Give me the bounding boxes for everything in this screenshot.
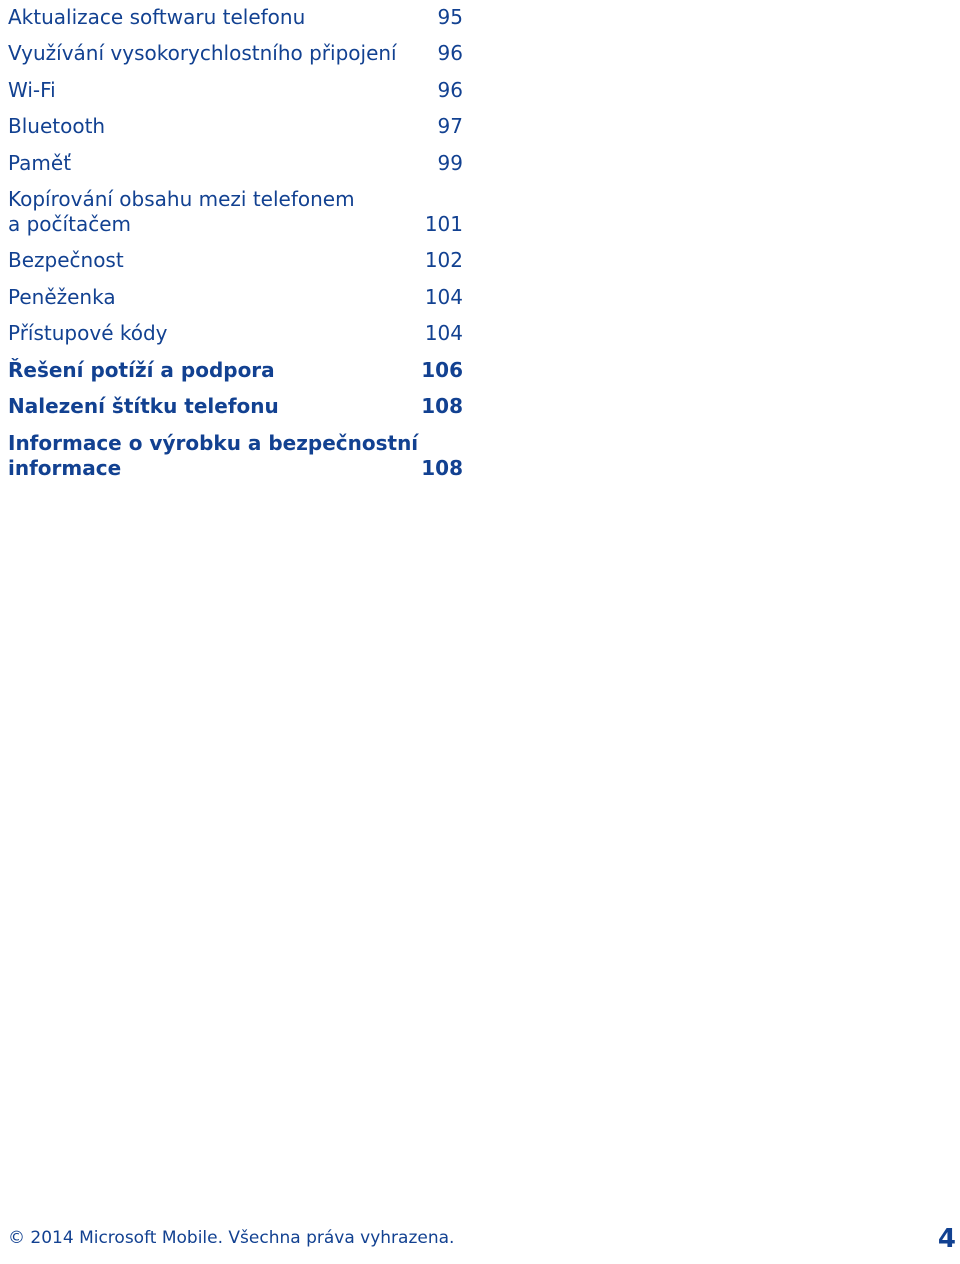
toc-entry-pristupove-kody[interactable]	[8, 321, 463, 346]
toc-entry-title: Aktualizace softwaru telefonu	[8, 5, 306, 29]
toc-entry-page: 99	[437, 151, 463, 175]
toc-entry-title: Nalezení štítku telefonu	[8, 394, 279, 418]
toc-entry-title: Kopírování obsahu mezi telefonem a počítačem	[8, 187, 355, 236]
toc-entry-page: 97	[437, 114, 463, 138]
toc-entry-page: 104	[424, 285, 463, 309]
toc-entry-title: Využívání vysokorychlostního připojení	[8, 41, 397, 65]
toc-entry-page: 95	[437, 5, 463, 29]
toc-entry-title: Bluetooth	[8, 114, 106, 138]
toc-entry-title: Peněženka	[8, 285, 116, 309]
toc-entry-title: Bezpečnost	[8, 248, 124, 272]
toc-entry-page: 108	[421, 456, 463, 480]
toc-entry-page: 96	[437, 78, 463, 102]
toc-entry-bezpecnost[interactable]	[8, 248, 463, 273]
toc-entry-title: Přístupové kódy	[8, 321, 168, 345]
toc-entry-reseni-potizi[interactable]	[8, 358, 463, 383]
toc-entry-aktualizace-softwaru[interactable]	[8, 5, 463, 30]
toc-entry-bluetooth[interactable]	[8, 114, 463, 139]
toc-entry-page: 102	[424, 248, 463, 272]
toc-entry-kopirovani-obsahu[interactable]	[8, 187, 463, 237]
copyright-notice: © 2014 Microsoft Mobile. Všechna práva vyhrazena.	[8, 1228, 455, 1248]
toc-entry-penezenka[interactable]	[8, 285, 463, 310]
toc-entry-page: 104	[424, 321, 463, 345]
toc-entry-title: Paměť	[8, 151, 72, 175]
toc-entry-wifi[interactable]	[8, 78, 463, 103]
page-number: 4	[937, 1224, 956, 1254]
toc-entry-title: Informace o výrobku a bezpečnostní informace	[8, 431, 419, 480]
toc-entry-vysokorychlostni-pripojeni[interactable]	[8, 41, 463, 66]
toc-entry-nalezeni-stitku[interactable]	[8, 394, 463, 419]
toc-entry-title: Wi-Fi	[8, 78, 56, 102]
toc-entry-page: 96	[437, 41, 463, 65]
toc-entry-page: 106	[421, 358, 463, 382]
toc-entry-page: 101	[424, 212, 463, 236]
toc-entry-page: 108	[421, 394, 463, 418]
toc-entry-informace-o-vyrobku[interactable]	[8, 431, 463, 481]
toc-entry-title: Řešení potíží a podpora	[8, 358, 275, 382]
toc-entry-pamet[interactable]	[8, 151, 463, 176]
